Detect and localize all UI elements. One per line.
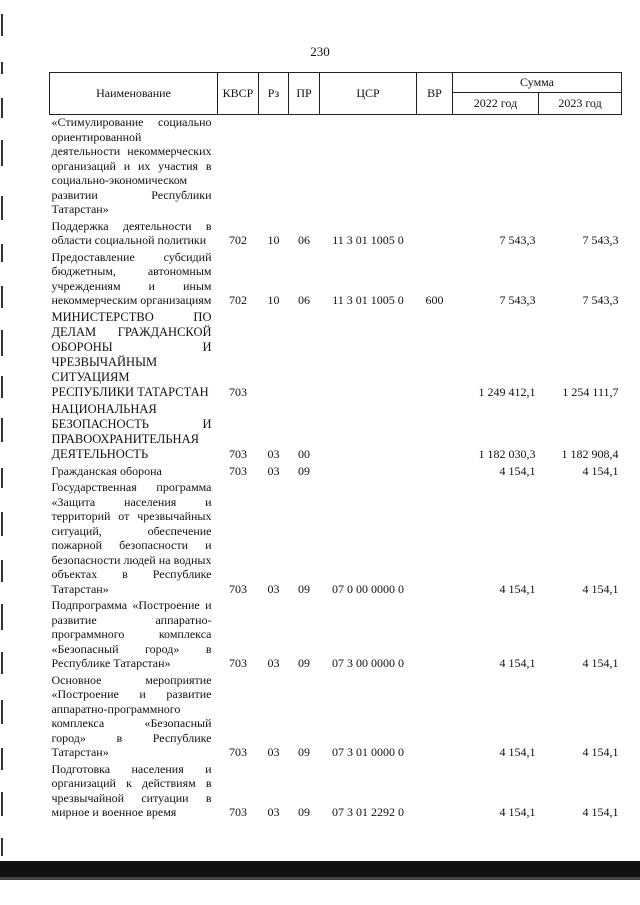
row-kvsr: 703 <box>229 656 247 670</box>
row-amount-2023 <box>539 115 622 219</box>
row-pr: 06 <box>298 233 310 247</box>
row-rz: 10 <box>267 293 280 307</box>
row-kvsr: 703 <box>229 463 247 478</box>
row-kvsr: 702 <box>229 293 247 307</box>
row-vr <box>417 464 453 481</box>
row-amount-2023: 4 154,1 <box>582 463 619 478</box>
row-name: Подпрограмма «Построение и развитие аппаратно-программного комплекса «Безопасный город» в Республике Татарстан» <box>51 598 212 670</box>
row-pr: 09 <box>298 581 310 596</box>
row-csr <box>320 115 417 219</box>
row-name: Государственная программа «Защита населения и территорий от чрезвычайных ситуаций, обеспечение пожарной безопасности и безопасности людей на водных объектах в Республике Татарстан» <box>51 480 212 596</box>
row-vr <box>417 598 453 673</box>
row-vr <box>417 115 453 219</box>
row-pr: 00 <box>298 447 310 461</box>
row-amount-2022: 4 154,1 <box>499 745 536 759</box>
row-csr <box>320 402 417 464</box>
row-amount-2022: 1 249 412,1 <box>478 385 536 399</box>
row-amount-2023: 7 543,3 <box>582 233 619 247</box>
row-amount-2023: 1 182 908,4 <box>561 447 619 461</box>
row-pr <box>289 310 320 402</box>
row-amount-2022: 4 154,1 <box>499 463 536 478</box>
row-kvsr: 703 <box>229 385 247 399</box>
row-name: Поддержка деятельности в области социальной политики <box>51 218 212 247</box>
table-row <box>50 402 622 464</box>
header-year-2023: 2023 год <box>539 93 622 115</box>
row-pr: 09 <box>298 656 310 670</box>
table-header <box>50 73 622 115</box>
scan-bottom-edge <box>0 861 640 877</box>
row-pr: 09 <box>298 745 310 759</box>
row-kvsr: 702 <box>229 233 247 247</box>
row-name: Предоставление субсидий бюджетным, автономным учреждениям и иным некоммерческим организациям <box>51 249 212 307</box>
row-amount-2022: 7 543,3 <box>499 233 536 247</box>
row-amount-2022: 4 154,1 <box>499 581 536 596</box>
table-row <box>50 762 622 822</box>
table-body <box>50 115 622 822</box>
row-name: Основное мероприятие «Построение и развитие аппаратно-программного комплекса «Безопасный город» в Республике Татарстан» <box>51 672 212 759</box>
table-row <box>50 115 622 219</box>
header-rz: Рз <box>259 73 289 115</box>
row-amount-2023: 4 154,1 <box>582 805 619 819</box>
row-kvsr: 703 <box>229 447 247 461</box>
header-sum: Сумма <box>453 73 622 93</box>
row-vr <box>417 402 453 464</box>
row-csr: 07 3 01 0000 0 <box>332 745 404 759</box>
row-kvsr: 703 <box>229 581 247 596</box>
row-amount-2023: 1 254 111,7 <box>562 385 619 399</box>
row-pr: 09 <box>298 463 310 478</box>
row-rz <box>259 115 289 219</box>
table-row <box>50 310 622 402</box>
row-name: Гражданская оборона <box>51 463 162 478</box>
scan-bottom-edge-line <box>0 877 640 880</box>
row-rz: 03 <box>267 745 280 759</box>
row-amount-2022: 1 182 030,3 <box>478 447 536 461</box>
row-pr <box>289 115 320 219</box>
row-amount-2023: 7 543,3 <box>582 293 619 307</box>
row-vr <box>417 219 453 250</box>
row-amount-2022: 7 543,3 <box>499 293 536 307</box>
row-name: Подготовка населения и организаций к действиям в чрезвычайной ситуации в мирное и военное время <box>51 761 212 819</box>
budget-table <box>49 72 622 822</box>
row-rz: 03 <box>267 805 280 819</box>
row-csr: 07 3 00 0000 0 <box>332 656 404 670</box>
row-rz: 03 <box>267 581 280 596</box>
page-number: 230 <box>310 44 330 59</box>
row-name: МИНИСТЕРСТВО ПО ДЕЛАМ ГРАЖДАНСКОЙ ОБОРОНЫ И ЧРЕЗВЫЧАЙНЫМ СИТУАЦИЯМ РЕСПУБЛИКИ ТАТАРСТАН <box>51 309 212 399</box>
row-rz: 10 <box>267 233 280 247</box>
header-vr: ВР <box>417 73 453 115</box>
row-csr: 07 0 00 0000 0 <box>332 581 404 596</box>
table-row <box>50 219 622 250</box>
row-kvsr <box>218 115 259 219</box>
row-vr <box>417 480 453 598</box>
table-row <box>50 464 622 481</box>
row-rz <box>259 310 289 402</box>
row-pr: 09 <box>298 805 310 819</box>
row-amount-2022: 4 154,1 <box>499 805 536 819</box>
header-year-2022: 2022 год <box>453 93 539 115</box>
row-csr: 11 3 01 1005 0 <box>332 233 404 247</box>
row-pr: 06 <box>298 293 310 307</box>
row-vr <box>417 673 453 762</box>
row-csr: 07 3 01 2292 0 <box>332 805 404 819</box>
row-name: «Стимулирование социально ориентированной деятельности некоммерческих организаций и их участия в социально-экономическом развитии Республики Татарстан» <box>51 115 212 216</box>
row-kvsr: 703 <box>229 745 247 759</box>
row-amount-2022 <box>453 115 539 219</box>
row-amount-2022: 4 154,1 <box>499 656 536 670</box>
row-amount-2023: 4 154,1 <box>582 745 619 759</box>
table-row <box>50 480 622 598</box>
row-csr: 11 3 01 1005 0 <box>332 293 404 307</box>
row-kvsr: 703 <box>229 805 247 819</box>
table-row <box>50 673 622 762</box>
row-rz: 03 <box>267 656 280 670</box>
header-kvsr: КВСР <box>218 73 259 115</box>
header-name: Наименование <box>50 73 218 115</box>
row-csr <box>320 464 417 481</box>
row-name: НАЦИОНАЛЬНАЯ БЕЗОПАСНОСТЬ И ПРАВООХРАНИТЕЛЬНАЯ ДЕЯТЕЛЬНОСТЬ <box>51 401 212 461</box>
row-vr <box>417 310 453 402</box>
row-rz: 03 <box>267 463 280 478</box>
row-amount-2023: 4 154,1 <box>582 581 619 596</box>
header-pr: ПР <box>289 73 320 115</box>
row-amount-2023: 4 154,1 <box>582 656 619 670</box>
row-vr <box>417 762 453 822</box>
scan-margin-marks <box>0 0 4 905</box>
header-csr: ЦСР <box>320 73 417 115</box>
table-row <box>50 250 622 310</box>
row-rz: 03 <box>267 447 280 461</box>
row-csr <box>320 310 417 402</box>
table-row <box>50 598 622 673</box>
row-vr: 600 <box>425 293 444 307</box>
